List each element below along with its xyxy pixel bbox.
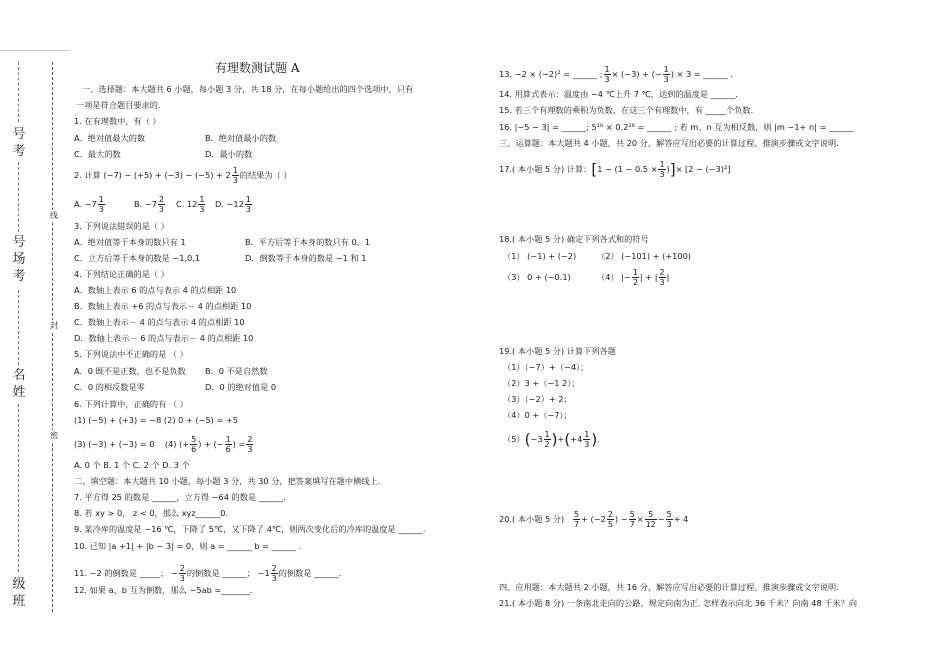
q5-option-c: C．0 的相反数是零 bbox=[74, 382, 145, 392]
label-exam-room: 号场考 bbox=[12, 235, 26, 284]
section-4-heading: 四、应用题：本大题共 2 小题，共 16 分，解答应写出必要的计算过程、推演步骤或文字说明. bbox=[499, 582, 839, 592]
q18-part-3: （3） 0 + (−0.1) bbox=[503, 272, 571, 282]
page-title: 有理数测试题 A bbox=[215, 61, 300, 75]
q19-part-3: （3）（−2）+ 2； bbox=[503, 394, 572, 404]
q4-option-d: D．数轴上表示－ 6 的点与表示－ 4 的点相距 10 bbox=[74, 333, 254, 343]
question-16: 16. |−5 − 3| = ______; 5¹⁶ × 0.2¹⁶ = ______ ; 若 m、n 互为相反数，则 |m −1+ n| = ______ bbox=[499, 122, 854, 132]
question-18: 18.( 本小题 5 分) 确定下列各式和的符号 bbox=[499, 234, 649, 244]
label-ming: 名 bbox=[12, 368, 26, 383]
question-11: 11. −2 的倒数是 _____； − $\frac{2}{3}$ 的倒数是 ______； −1 $\frac{2}{3}$ 的倒数是 ______. bbox=[74, 564, 342, 583]
seal-char-mi: 密 bbox=[50, 431, 58, 440]
q4-option-b: B．数轴上表示 +6 的点与表示－ 4 的点相距 10 bbox=[74, 301, 252, 311]
question-15: 15. 若三个有理数的乘积为负数，在这三个有理数中，有 _____个负数. bbox=[499, 105, 754, 115]
section-1-heading-cont: 一项是符合题目要求的. bbox=[76, 100, 161, 110]
question-9: 9. 某冷库的温度是 −16 ℃，下降了 5℃，又下降了 4℃，则两次变化后的冷库的温度是 ______. bbox=[74, 524, 426, 534]
section-1-heading: 一、选择题：本大题共 6 小题，每小题 3 分，共 18 分，在每小题给出的四个选项中，只有 bbox=[82, 84, 414, 94]
q4-option-a: A．数轴上表示 6 的点与表示 4 的点相距 10 bbox=[74, 285, 237, 295]
dash-segment bbox=[18, 404, 20, 572]
question-10: 10. 已知 |a +1| + |b − 3| = 0，则 a = ______ b = ______ . bbox=[74, 541, 302, 551]
q6-row-1: (1) (−5) + (+3) = −8 (2) 0 + (−5) = +5 bbox=[74, 415, 238, 425]
binding-margin bbox=[0, 0, 70, 666]
q2-fraction: $\frac{1}{3}$ bbox=[232, 166, 238, 185]
label-hao: 号 bbox=[12, 127, 26, 142]
question-4: 4. 下列结论正确的是（ ） bbox=[74, 269, 169, 279]
q1-option-a: A．绝对值最大的数 bbox=[74, 133, 146, 143]
dash-segment bbox=[18, 162, 20, 232]
q6-options: A. 0 个 B. 1 个 C. 2 个 D. 3 个 bbox=[74, 460, 190, 470]
label-kao: 考 bbox=[12, 144, 26, 159]
q3-option-c: C．立方后等于本身的数是 −1,0,1 bbox=[74, 253, 201, 263]
q19-part-1: （1）（−7）+（−4）； bbox=[503, 362, 589, 372]
q2-option-a: A. −7 $\frac{1}{3}$ bbox=[74, 195, 104, 214]
q5-option-d: D．0 的绝对值是 0 bbox=[205, 382, 277, 392]
question-19: 19.( 本小题 5 分) 计算下列各题 bbox=[499, 346, 616, 356]
section-2-heading: 二、填空题：本大题共 10 小题，每小题 3 分，共 30 分，把答案填写在题中横线上. bbox=[74, 476, 381, 486]
q1-option-d: D．最小的数 bbox=[205, 149, 253, 159]
label-xing: 姓 bbox=[12, 385, 26, 400]
question-13: 13. −2 × (−2)² = ______ ; $\frac{1}{3}$ × (−3) + (− $\frac{1}{3}$ ) × 3 = ______ . bbox=[499, 65, 734, 84]
q2-expression: 2. 计算 (−7) − (+5) + (−3) − (−5) + 2 bbox=[74, 170, 231, 180]
q18-part-2: （2） (−101) + (+100) bbox=[597, 251, 692, 261]
q2-tail: 的结果为（ ） bbox=[239, 170, 292, 180]
q5-option-a: A．0 既不是正数，也不是负数 bbox=[74, 366, 186, 376]
seal-char-xian: 线 bbox=[50, 211, 58, 220]
q3-option-b: B．平方后等于本身的数只有 0、1 bbox=[245, 237, 371, 247]
question-20: 20.( 本小题 5 分) $\frac{5}{7}$ + (−2 $\frac{2}{5}$ ) − $\frac{5}{7}$ × $\frac{5}{12}$ − $\frac{5}{3}$ + 4 bbox=[499, 510, 689, 529]
q2-option-d: D. −12 $\frac{1}{3}$ bbox=[215, 195, 251, 214]
question-21: 21.( 本小题 8 分) 一条南北走向的公路，规定向南为正. 怎样表示向北 36 千米？向南 48 千米？向 bbox=[499, 598, 858, 608]
label-ji: 级 bbox=[12, 577, 26, 592]
margin-top-rule bbox=[0, 50, 70, 51]
question-14: 14. 用算式表示：温度由 −4 ℃上升 7 ℃，达到的温度是 ______. bbox=[499, 89, 738, 99]
question-3: 3. 下列说法错误的是（ ） bbox=[74, 221, 169, 231]
q5-option-b: B．0 不是自然数 bbox=[205, 366, 268, 376]
q19-part-2: （2）3 +（−1 2）； bbox=[503, 378, 580, 388]
question-17: 17.( 本小题 5 分) 计算：[1 − (1 − 0.5 × $\frac{1}{3}$ )]× [2 − (−3)²] bbox=[499, 160, 731, 179]
label-ban: 班 bbox=[12, 594, 26, 609]
seal-line bbox=[52, 62, 53, 612]
dash-segment bbox=[18, 290, 20, 365]
question-1: 1. 在有理数中，有（ ） bbox=[74, 116, 161, 126]
question-8: 8. 若 xy > 0， z < 0，那么 xyz______0. bbox=[74, 508, 229, 518]
q2-option-c: C. 12 $\frac{1}{3}$ bbox=[176, 195, 205, 214]
q3-option-a: A．绝对值等于本身的数只有 1 bbox=[74, 237, 186, 247]
question-7: 7. 平方得 25 的数是 ______，立方得 −64 的数是 ______. bbox=[74, 492, 286, 502]
question-12: 12. 如果 a、b 互为倒数，那么 −5ab =_______. bbox=[74, 585, 253, 595]
q19-part-4: （4）0 +（−7）； bbox=[503, 410, 572, 420]
q3-option-d: D．倒数等于本身的数是 −1 和 1 bbox=[245, 253, 367, 263]
question-6: 6. 下列计算中，正确的有 （ ） bbox=[74, 399, 188, 409]
seal-char-feng: 封 bbox=[50, 321, 58, 330]
section-3-heading: 三、运算题：本大题共 4 小题，共 20 分，解答应写出必要的计算过程、推演步骤或文字说明. bbox=[499, 138, 839, 148]
q2-option-b: B. −7 $\frac{2}{3}$ bbox=[134, 195, 164, 214]
question-5: 5. 下列说法中不正确的是 （ ） bbox=[74, 349, 188, 359]
q1-option-b: B．绝对值最小的数 bbox=[205, 133, 277, 143]
q18-part-1: （1） (−1) + (−2) bbox=[503, 251, 577, 261]
q1-option-c: C．最大的数 bbox=[74, 149, 121, 159]
q6-row-2: (3) (−3) + (−3) = 0 (4) (+ $\frac{5}{6}$ ) + (− $\frac{1}{6}$ ) = $\frac{2}{3}$ bbox=[74, 435, 253, 454]
q19-part-5: （5）(−3 $\frac{1}{2}$ )+(+4 $\frac{1}{3}$ ). bbox=[503, 430, 600, 449]
question-2 bbox=[74, 166, 292, 185]
q4-option-c: C．数轴上表示－ 4 的点与表示 4 的点相距 10 bbox=[74, 317, 245, 327]
dash-segment bbox=[18, 62, 20, 122]
q18-part-4: （4） |− $\frac{1}{2}$ | + | $\frac{2}{3}$ | bbox=[597, 268, 670, 287]
